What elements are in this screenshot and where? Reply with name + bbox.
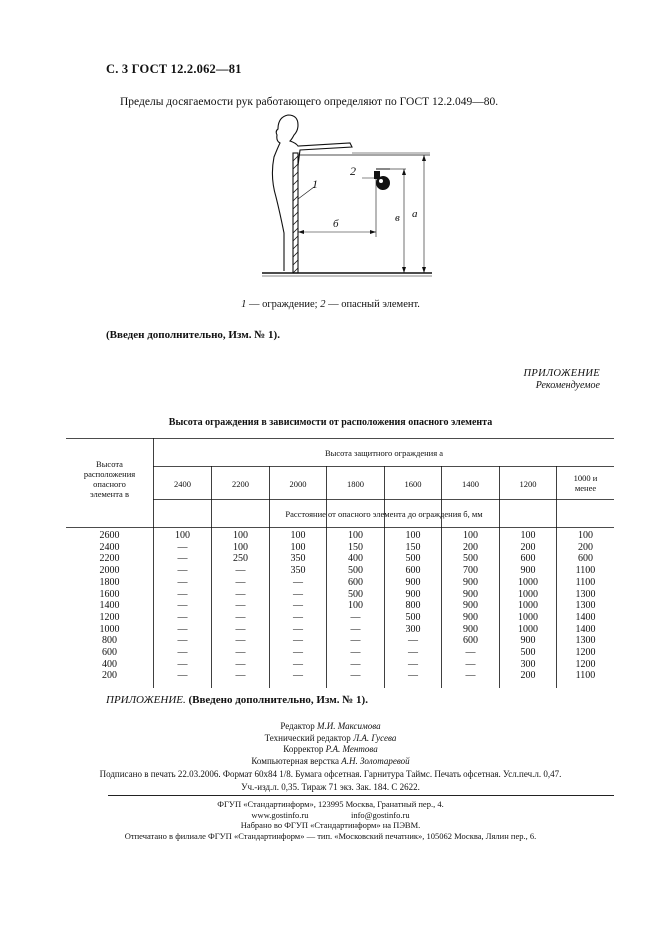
table-cell: — [177,647,188,658]
table-cell: — [293,658,303,670]
staff-line: Технический редактор Л.А. Гусева [264,732,397,743]
table-cell: 1000 [518,576,538,588]
table-cell: — [177,658,188,670]
table-cell: 600 [348,576,363,588]
row-height-label: 600 [102,647,117,658]
table-cell: — [177,588,188,600]
table-cell: 600 [520,553,536,565]
table-cell: 900 [463,611,478,623]
table-cell: 500 [405,611,421,623]
table-cell: 1000 [518,623,538,635]
row-height-label: 1600 [99,588,120,600]
table-cell: — [177,600,188,612]
divider [108,795,614,796]
table-cell: 900 [520,565,536,577]
table-cell: 700 [463,565,478,577]
table-cell: — [177,611,188,623]
row-header: Высота расположения опасного элемента в [83,459,136,499]
table-cell: 900 [463,576,478,588]
appendix-subtitle: Рекомендуемое [535,380,600,391]
figure-caption: 1 — ограждение; 2 — опасный элемент. [241,299,420,310]
table-cell: 400 [348,553,363,565]
table-cell: 100 [175,530,190,541]
table-cell: 1100 [575,565,596,577]
data-table [66,438,614,688]
table-cell: 1300 [575,588,596,600]
table-cell: — [293,623,303,635]
staff-line: Редактор М.И. Максимова [280,721,381,731]
table-cell: — [235,635,246,647]
amendment-note-2: ПРИЛОЖЕНИЕ. (Введено дополнительно, Изм. № 1). [106,694,368,706]
table-cell: 500 [348,565,363,577]
table-cell: 600 [405,565,421,577]
table-cell: 200 [463,541,478,553]
print-info: Подписано в печать 22.03.2006. Формат 60x84 1/8. Бумага офсетная. Гарнитура Таймс. Печать офсетная. Усл.печ.л. 0,47. Уч.-изд.л. 0,35. Тираж 71 экз. Зак. 184. С 2622. [99,769,562,792]
table-cell: 100 [233,530,248,541]
hazard-element [376,176,390,190]
table-cell: 350 [290,565,306,577]
table-cell: — [465,670,476,682]
col-header-2400: 2400 [174,479,191,489]
table-cell: — [293,588,303,600]
col-header-2200: 2200 [232,479,249,489]
table-cell: — [177,565,188,577]
table-cell: 200 [578,541,593,553]
table-cell: 1200 [575,647,596,658]
staff-credits [0,721,661,767]
col-header-2000: 2000 [289,479,307,489]
table-cell: 900 [463,600,478,612]
col-header-1800: 1800 [347,479,364,489]
table-cell: 100 [520,530,536,541]
table-cell: 500 [405,553,421,565]
label-2: 2 [350,164,356,178]
table-cell: 900 [463,623,478,635]
table-cell: 800 [405,600,421,612]
table-cell: — [350,611,361,623]
table-cell: 100 [290,530,306,541]
table-cell: 900 [405,576,421,588]
row-height-label: 1800 [99,576,120,588]
label-a: а [412,208,418,220]
row-height-label: 1000 [99,623,120,635]
table-cell: 100 [290,541,306,553]
table-cell: 350 [290,553,306,565]
table-cell: 1300 [575,600,596,612]
table-cell: — [293,670,303,682]
table-cell: 100 [405,530,421,541]
table-cell: — [235,565,246,577]
table-cell: — [293,611,303,623]
col-header-1600: 1600 [404,479,422,489]
table-cell: 300 [520,658,536,670]
table-cell: 1200 [575,658,596,670]
table-cell: 600 [463,635,478,647]
table-cell: — [350,658,361,670]
page-header: С. 3 ГОСТ 12.2.062—81 [106,62,242,76]
label-b: б [333,218,339,230]
row-height-label: 400 [102,658,117,670]
table-cell: — [235,647,246,658]
table-cell: — [177,670,188,682]
table-cell: 300 [405,623,421,635]
table-cell: 150 [405,541,421,553]
table-cell: — [293,647,303,658]
distance-header: Расстояние от опасного элемента до ограждения б, мм [285,509,483,519]
amendment-note-1: (Введен дополнительно, Изм. № 1). [106,329,280,341]
table-cell: — [293,635,303,647]
table-cell: 1300 [575,635,596,647]
row-height-label: 800 [102,635,117,647]
col-header-1400: 1400 [462,479,479,489]
table-cell: 100 [348,530,363,541]
table-cell: 100 [233,541,248,553]
table-cell: 100 [463,530,478,541]
table-cell: 1000 [518,611,538,623]
table-cell: — [177,576,188,588]
appendix-heading [440,368,600,391]
label-1: 1 [312,177,318,191]
table-cell: — [293,600,303,612]
row-height-label: 2400 [99,541,120,553]
table-cell: — [293,576,303,588]
table-cell: 500 [463,553,478,565]
table-cell: 900 [520,635,536,647]
table-cell: 900 [463,588,478,600]
staff-line: Компьютерная верстка А.Н. Золотаревой [251,755,410,766]
table-cell: — [177,635,188,647]
row-height-label: 2200 [99,553,120,565]
table-cell: 500 [520,647,536,658]
staff-line: Корректор Р.А. Ментова [283,744,378,754]
table-cell: — [235,670,246,682]
table-cell: — [235,588,246,600]
col-header-1000: 1000 и менее [573,473,598,493]
table-cell: 1400 [575,611,596,623]
table-cell: 1000 [518,588,538,600]
table-cell: — [350,635,361,647]
table-cell: — [465,647,476,658]
col-header-1200: 1200 [519,479,537,489]
table-cell: — [177,541,188,553]
table-cell: 100 [348,600,363,612]
table-cell: — [177,623,188,635]
table-cell: — [235,576,246,588]
row-height-label: 1200 [99,611,120,623]
appendix-title: ПРИЛОЖЕНИЕ [523,368,600,379]
label-v: в [395,212,400,224]
row-height-label: 2600 [99,530,120,541]
table-cell: 500 [348,588,363,600]
table-cell: — [235,600,246,612]
table-cell: — [465,658,476,670]
table-cell: — [408,635,418,647]
table-cell: 900 [405,588,421,600]
table-cell: — [235,658,246,670]
human-figure [272,115,352,271]
table-cell: 1400 [575,623,596,635]
table-cell: 100 [578,530,593,541]
table-cell: 200 [520,541,536,553]
table-cell: 250 [233,553,248,565]
table-cell: — [408,658,418,670]
table-cell: 1100 [575,670,596,682]
row-height-label: 2000 [99,565,120,577]
intro-paragraph: Пределы досягаемости рук работающего определяют по ГОСТ 12.2.049—80. [120,96,499,108]
table-title: Высота ограждения в зависимости от расположения опасного элемента [168,417,493,428]
table-cell: 1000 [518,600,538,612]
table-cell: — [350,670,361,682]
row-height-label: 1400 [99,600,120,612]
table-cell: 1100 [575,576,596,588]
table-cell: — [350,623,361,635]
table-cell: 200 [520,670,536,682]
table-cell: — [350,647,361,658]
table-cell: — [235,623,246,635]
table-cell: — [408,670,418,682]
group-header: Высота защитного ограждения а [324,448,444,458]
table-cell: — [235,611,246,623]
table-cell: — [177,553,188,565]
table-cell: 600 [578,553,593,565]
table-cell: — [408,647,418,658]
publisher-footer: ФГУП «Стандартинформ», 123995 Москва, Гранатный пер., 4. www.gostinfo.ru info@gostinfo.ru Набрано во ФГУП «Стандартинформ» на ПЭВМ. Отпечатано в филиале ФГУП «Стандартинформ» — тип. «Московский печатник», 105062 Москва, Лялин пер., 6. [124,799,537,841]
guard-diagram [262,113,438,285]
table-cell: 150 [348,541,363,553]
row-height-label: 200 [102,670,117,682]
